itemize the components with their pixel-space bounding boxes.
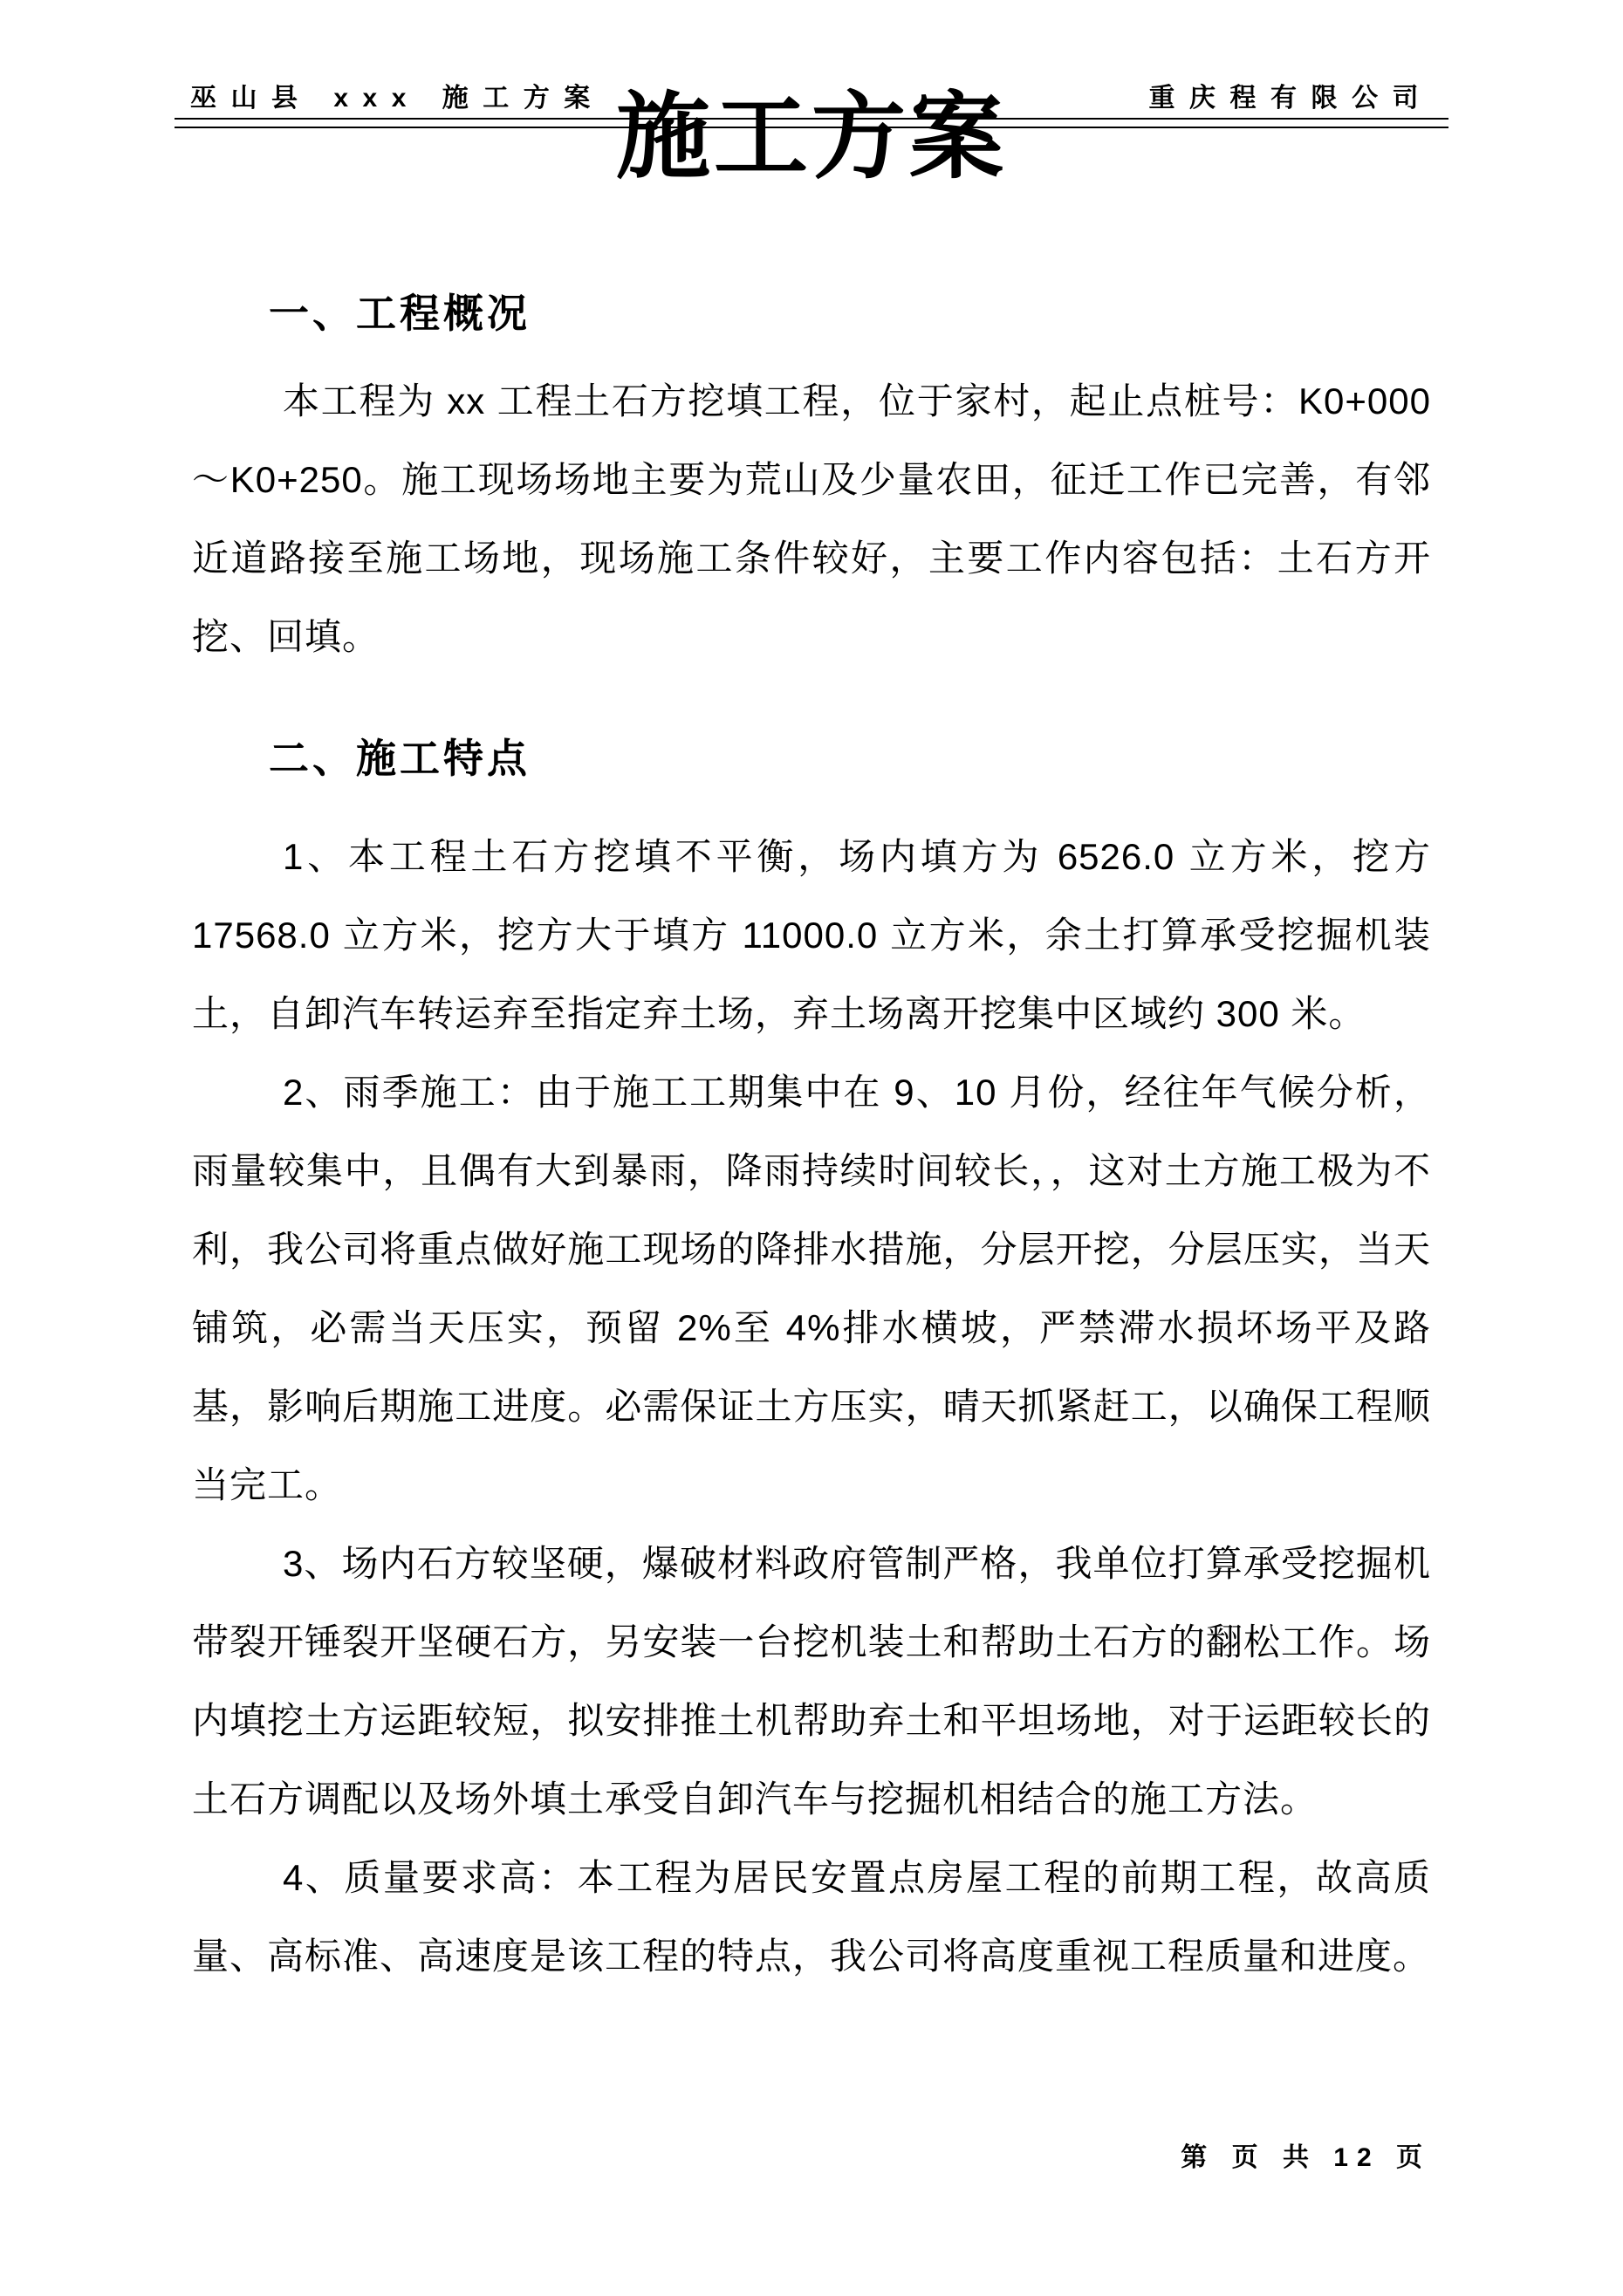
page-number-label: 第 页 共 12 页 xyxy=(1181,2143,1431,2172)
section-project-overview xyxy=(192,287,1431,676)
header-left-text: 巫山县 xxx 施工方案 xyxy=(190,84,605,113)
paragraph: 1、本工程土石方挖填不平衡，场内填方为 6526.0 立方米，挖方 17568.0 立方米，挖方大于填方 11000.0 立方米，余土打算承受挖掘机装土，自卸汽车转运弃至指定弃土场，弃土场离开挖集中区域约 300 米。 xyxy=(192,836,1431,1035)
header-right-text: 重庆程有限公司 xyxy=(1148,84,1433,113)
paragraph: 3、场内石方较坚硬，爆破材料政府管制严格，我单位打算承受挖掘机带裂开锤裂开坚硬石方，另安装一台挖机装土和帮助土石方的翻松工作。场内填挖土方运距较短，拟安排推土机帮助弃土和平坦场地，对于运距较长的土石方调配以及场外填土承受自卸汽车与挖掘机相结合的施工方法。 xyxy=(192,1543,1431,1820)
document-body xyxy=(0,287,1623,1996)
section-heading-features: 二、施工特点 xyxy=(269,736,531,782)
paragraph: 本工程为 xx 工程土石方挖填工程，位于家村，起止点桩号：K0+000～K0+250。施工现场场地主要为荒山及少量农田，征迁工作已完善，有邻近道路接至施工场地，现场施工条件较好，主要工作内容包括：土石方开挖、回填。 xyxy=(192,380,1431,658)
section-construction-features xyxy=(192,732,1431,1996)
paragraph: 2、雨季施工：由于施工工期集中在 9、10 月份，经往年气候分析，雨量较集中，且偶有大到暴雨，降雨持续时间较长，，这对土方施工极为不利，我公司将重点做好施工现场的降排水措施，分层开挖，分层压实，当天铺筑，必需当天压实，预留 2%至 4%排水横坡，严禁滞水损坏场平及路基，影响后期施工进度。必需保证土方压实，晴天抓紧赶工，以确保工程顺当完工。 xyxy=(192,1072,1431,1506)
document-title: 施工方案 xyxy=(615,84,1007,189)
page-footer xyxy=(1181,2135,1431,2174)
section-heading-overview: 一、工程概况 xyxy=(269,291,531,337)
paragraph: 4、质量要求高：本工程为居民安置点房屋工程的前期工程，故高质量、高标准、高速度是该工程的特点，我公司将高度重视工程质量和进度。 xyxy=(192,1857,1431,1977)
